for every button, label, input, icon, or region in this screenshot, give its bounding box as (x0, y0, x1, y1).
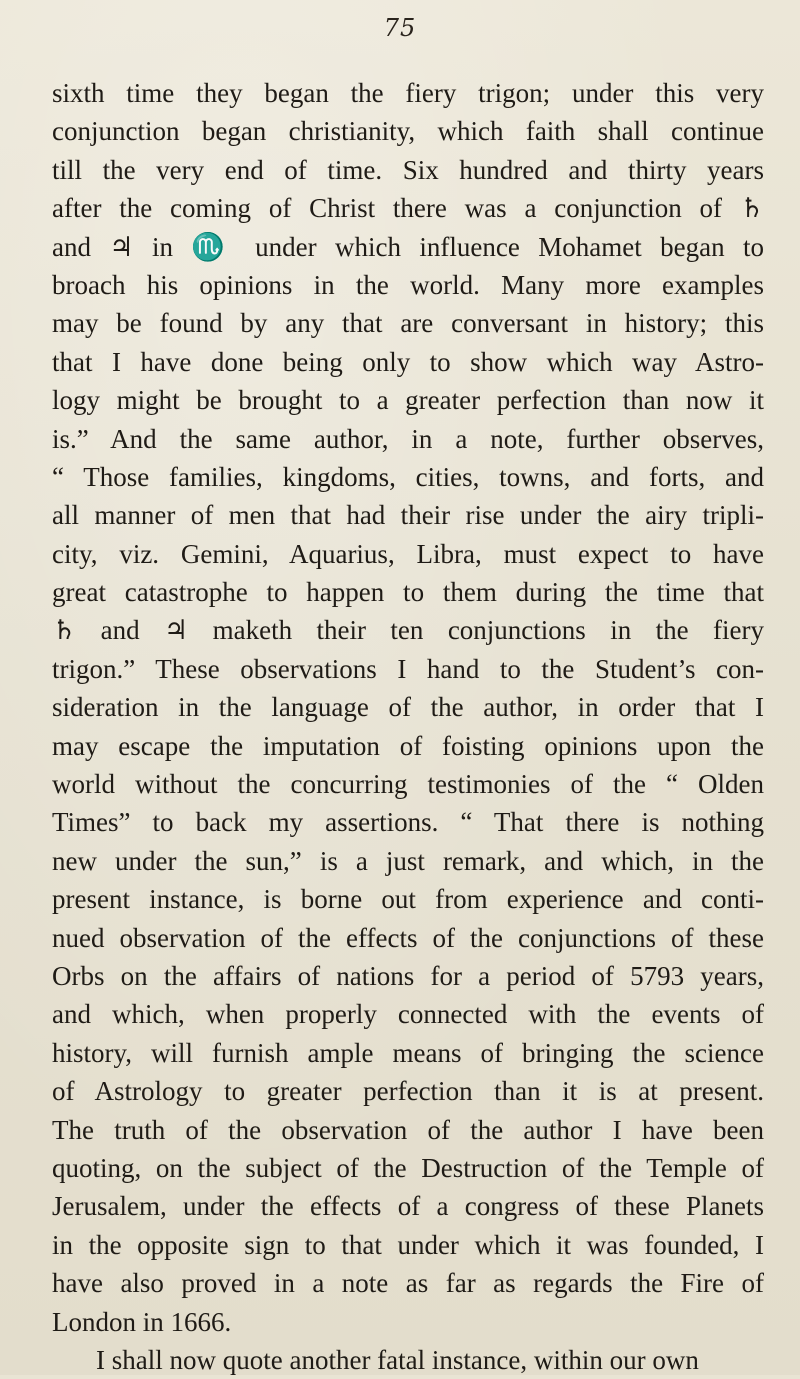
text-line: conjunction began christianity, which faith shall continue (52, 116, 764, 147)
text-line: Orbs on the affairs of nations for a period of 5793 years, (52, 960, 764, 991)
text-line: all manner of men that had their rise under the airy tripli- (52, 500, 764, 531)
text-line: I shall now quote another fatal instance, within our own (96, 1344, 699, 1375)
text-line: broach his opinions in the world. Many more examples (52, 269, 764, 300)
text-line: till the very end of time. Six hundred and thirty years (52, 154, 764, 185)
body-text (52, 74, 800, 1379)
text-line: ♄ and ♃ maketh their ten conjunctions in the fiery (52, 615, 764, 646)
text-line: that I have done being only to show which way Astro- (52, 346, 764, 377)
text-line: have also proved in a note as far as regards the Fire of (52, 1268, 764, 1299)
text-line: after the coming of Christ there was a conjunction of ♄ (52, 193, 764, 224)
text-line: The truth of the observation of the author I have been (52, 1114, 764, 1145)
page-number: 75 (383, 14, 417, 42)
text-line: logy might be brought to a greater perfection than now it (52, 385, 764, 416)
text-line: may be found by any that are conversant in history; this (52, 308, 764, 339)
text-line: city, viz. Gemini, Aquarius, Libra, must expect to have (52, 538, 764, 569)
text-line: great catastrophe to happen to them during the time that (52, 577, 764, 608)
text-line: in the opposite sign to that under which it was founded, I (52, 1229, 764, 1260)
text-line: trigon.” These observations I hand to the Student’s con- (52, 653, 764, 684)
text-line: and which, when properly connected with the events of (52, 999, 764, 1030)
text-line: “ Those families, kingdoms, cities, towns, and forts, and (52, 461, 764, 492)
text-line: is.” And the same author, in a note, further observes, (52, 423, 764, 454)
text-line: Times” to back my assertions. “ That there is nothing (52, 807, 764, 838)
text-line: world without the concurring testimonies of the “ Olden (52, 769, 764, 800)
text-line: sixth time they began the fiery trigon; under this very (52, 78, 764, 108)
text-line: new under the sun,” is a just remark, and which, in the (52, 845, 764, 876)
text-line: present instance, is borne out from experience and conti- (52, 884, 764, 915)
text-line: London in 1666. (52, 1306, 232, 1337)
text-line: Jerusalem, under the effects of a congress of these Planets (52, 1191, 764, 1222)
text-line: of Astrology to greater perfection than it is at present. (52, 1076, 764, 1107)
text-line: quoting, on the subject of the Destruction of the Temple of (52, 1152, 764, 1183)
text-line: nued observation of the effects of the conjunctions of these (52, 922, 764, 953)
text-line: may escape the imputation of foisting opinions upon the (52, 730, 764, 761)
text-line: and ♃ in ♏ under which influence Mohamet began to (52, 231, 764, 262)
text-line: sideration in the language of the author, in order that I (52, 692, 764, 723)
text-line: history, will furnish ample means of bringing the science (52, 1037, 764, 1068)
